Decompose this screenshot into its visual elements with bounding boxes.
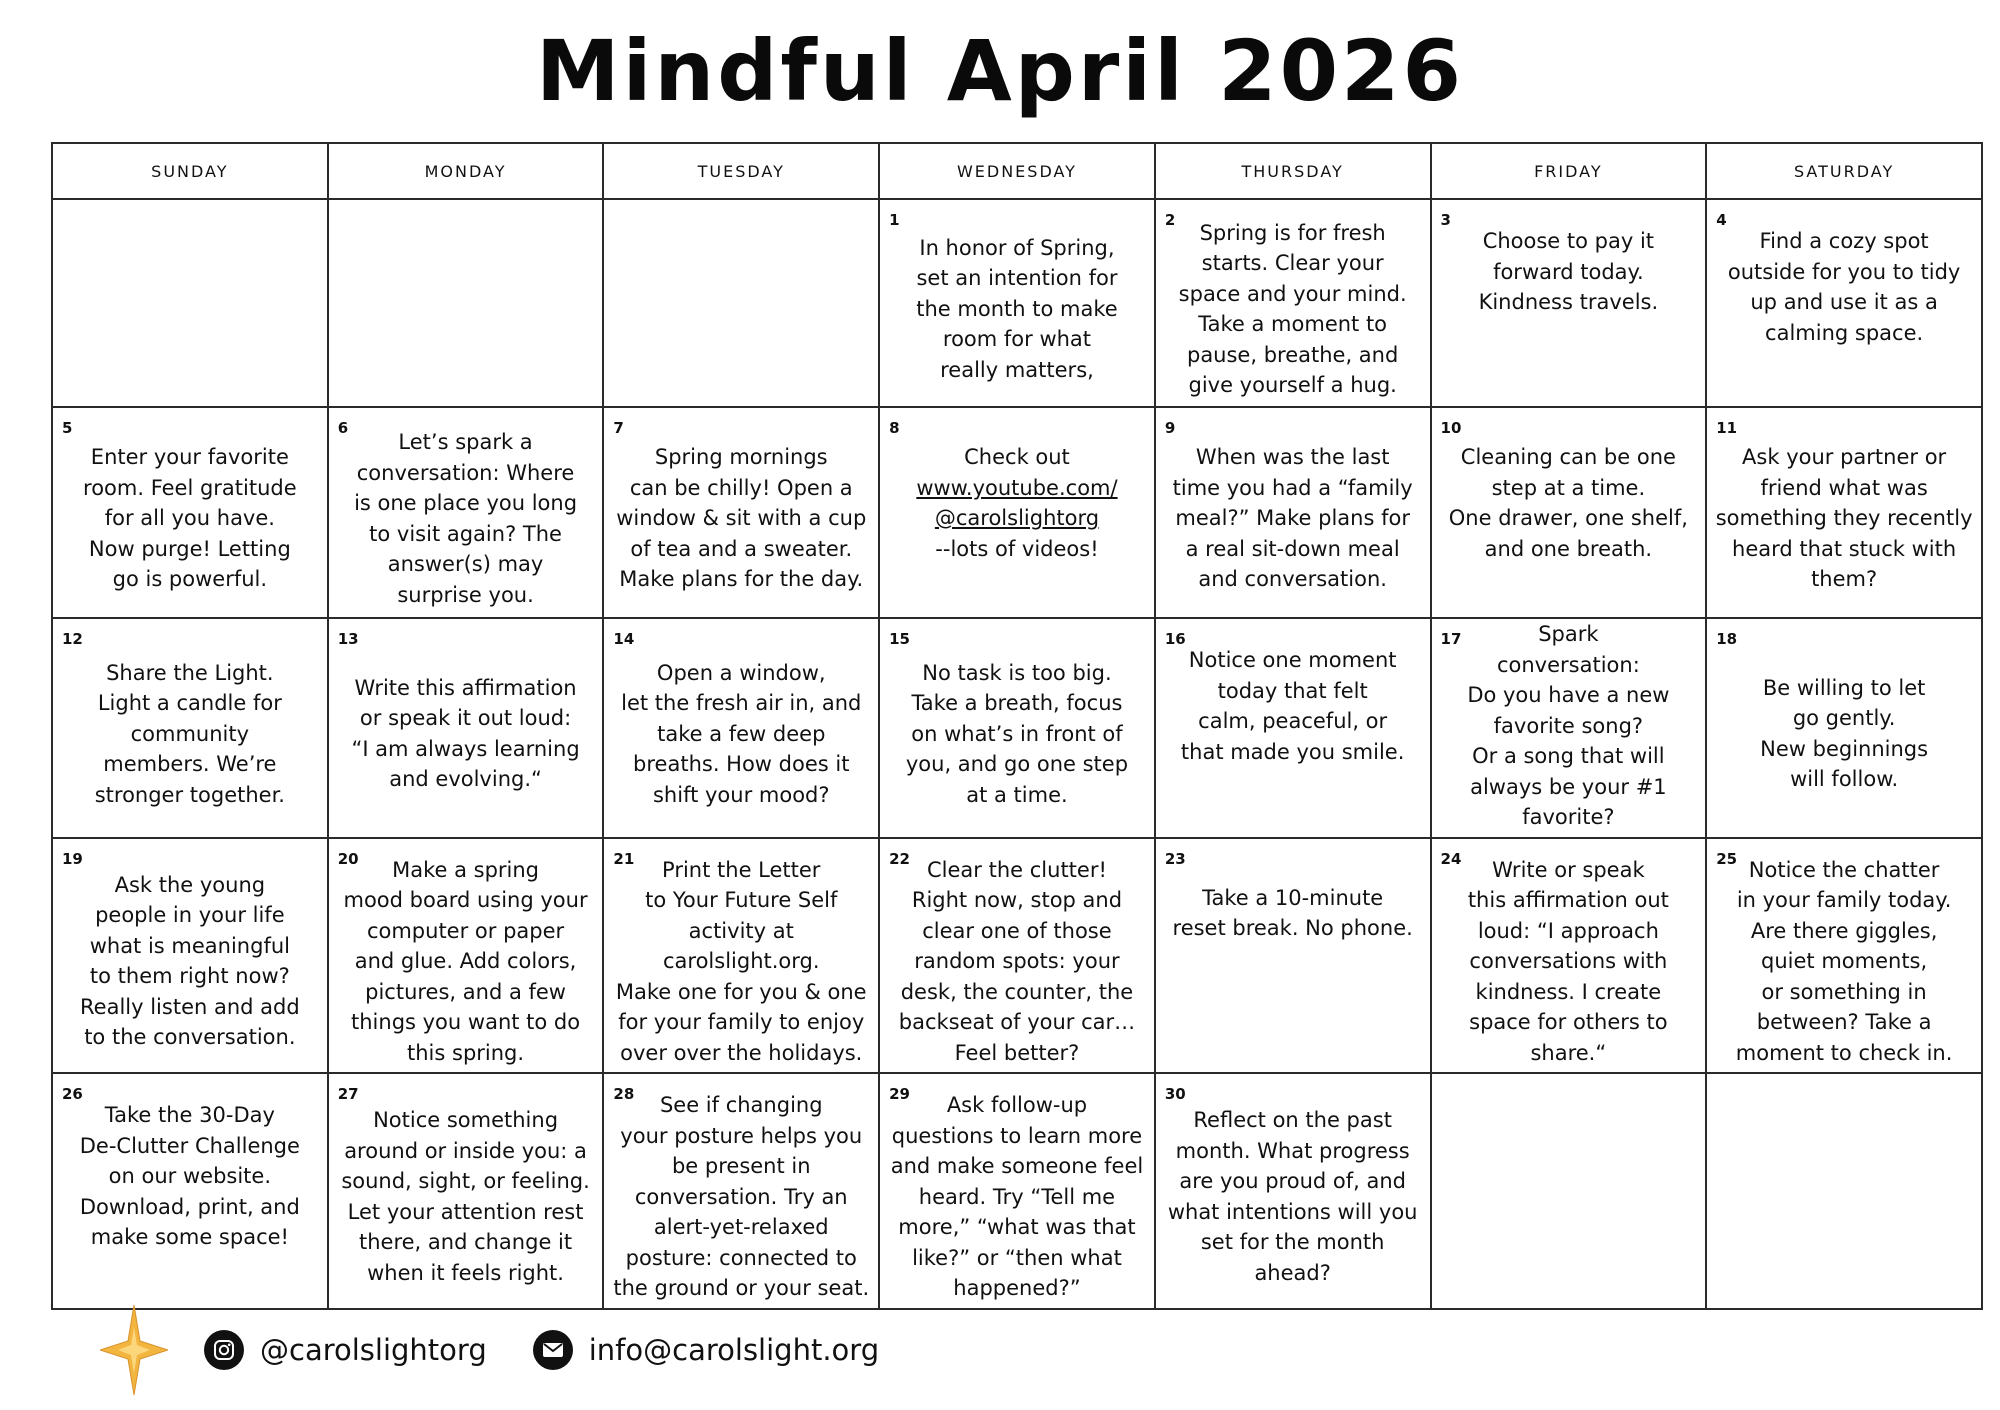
day-number: 3 [1440,211,1451,229]
day-cell [879,407,1155,618]
week-row [52,838,1982,1074]
day-cell [1155,199,1431,407]
week-row [52,1073,1982,1309]
day-number: 28 [613,1085,635,1103]
day-cell [603,407,879,618]
day-text: Notice the chatter in your family today. Are there giggles, quiet moments, or something in between? Take a moment to check in. [1735,857,1953,1065]
day-cell [328,618,604,838]
day-number: 10 [1440,419,1462,437]
day-text: Open a window, let the fresh air in, and take a few deep breaths. How does it shift your mood? [621,660,862,807]
day-number: 23 [1164,849,1186,868]
empty-day-cell [1706,1073,1982,1309]
day-cell [1431,618,1707,838]
day-cell [52,618,328,838]
day-cell [328,1073,604,1309]
day-text: Spring is for fresh starts. Clear your space and your mind. Take a moment to pause, breathe, and give yourself a hug. [1178,220,1407,397]
week-row [52,618,1982,838]
day-cell [52,838,328,1074]
empty-day-cell [328,199,604,407]
day-number: 9 [1164,419,1176,437]
day-text: Cleaning can be one step at a time. One drawer, one shelf, and one breath. [1448,445,1688,561]
day-number: 4 [1716,211,1727,229]
day-text-outro: --lots of videos! [935,536,1099,561]
day-number: 21 [613,849,635,868]
empty-day-cell [52,199,328,407]
day-number: 16 [1164,630,1186,648]
day-cell [1706,618,1982,838]
footer [100,1305,925,1395]
weekday-header: TUESDAY [603,143,879,199]
day-cell [1706,838,1982,1074]
day-number: 8 [889,419,900,437]
day-number: 1 [889,211,900,229]
day-text: Be willing to let go gently. New beginnings will follow. [1760,675,1929,792]
day-cell [603,618,879,838]
day-text: Ask your partner or friend what was something they recently heard that stuck with them? [1715,445,1973,592]
day-number: 6 [337,419,349,437]
day-cell [879,838,1155,1074]
day-text: Spark conversation: Do you have a new favorite song? Or a song that will always be your #1 favorite? [1467,622,1670,829]
weekday-header: MONDAY [328,143,604,199]
day-text: Share the Light. Light a candle for community members. We’re stronger together. [94,660,285,807]
day-text: Enter your favorite room. Feel gratitude for all you have. Now purge! Letting go is powerful. [83,445,297,592]
day-number: 18 [1716,630,1738,648]
day-text: Notice something around or inside you: a sound, sight, or feeling. Let your attention rest there, and change it when it feels right. [341,1108,590,1285]
email-icon [533,1330,573,1370]
day-number: 30 [1164,1085,1186,1103]
day-cell [328,407,604,618]
day-number: 27 [337,1085,359,1103]
day-cell [1155,407,1431,618]
empty-day-cell [1431,1073,1707,1309]
youtube-link[interactable]: www.youtube.com/ @carolslightorg [916,475,1118,530]
instagram-icon [204,1330,244,1370]
day-text: Print the Letter to Your Future Self activity at carolslight.org. Make one for you & one for your family to enjoy over over the holidays. [615,857,867,1065]
day-cell [1431,838,1707,1074]
day-text: No task is too big. Take a breath, focus on what’s in front of you, and go one step at a time. [905,660,1129,807]
day-text: Notice one moment today that felt calm, peaceful, or that made you smile. [1180,648,1405,764]
day-number: 2 [1164,211,1176,229]
day-cell [1431,199,1707,407]
week-row [52,199,1982,407]
day-cell [52,407,328,618]
day-number: 20 [337,849,359,868]
day-cell [603,1073,879,1309]
day-text: Ask the young people in your life what is meaningful to them right now? Really listen and add to the conversation. [80,872,300,1050]
day-number: 25 [1716,849,1738,868]
email-address[interactable]: info@carolslight.org [588,1333,880,1367]
day-number: 15 [889,630,910,648]
day-text: Find a cozy spot outside for you to tidy up and use it as a calming space. [1727,229,1961,345]
day-number: 14 [613,630,635,648]
day-cell [1706,199,1982,407]
day-text: Reflect on the past month. What progress are you proud of, and what intentions will you set for the month ahead? [1167,1108,1418,1285]
weekday-header: FRIDAY [1431,143,1707,199]
day-number: 7 [613,419,624,437]
weekday-header-row [52,143,1982,199]
day-number: 22 [889,849,910,868]
day-text: Ask follow-up questions to learn more and make someone feel heard. Try “Tell me more,” “what was that like?” or “then what happened?” [890,1093,1144,1300]
day-cell [1155,1073,1431,1309]
day-cell [52,1073,328,1309]
day-text: Take a 10-minute reset break. No phone. [1172,885,1413,940]
day-number: 26 [62,1085,83,1103]
day-cell [879,199,1155,407]
day-number: 11 [1716,419,1738,437]
day-text: Take the 30-Day De-Clutter Challenge on our website. Download, print, and make some space! [79,1103,300,1249]
page-title: Mindful April 2026 [536,22,1464,120]
weekday-header: SATURDAY [1706,143,1982,199]
day-text: Make a spring mood board using your computer or paper and glue. Add colors, pictures, and a few things you want to do this spring. [343,857,588,1065]
day-text: In honor of Spring, set an intention for the month to make room for what really matters, [916,235,1118,382]
day-cell [1155,618,1431,838]
star-logo-icon [100,1305,168,1395]
week-row [52,407,1982,618]
day-number: 17 [1440,630,1462,648]
day-number: 5 [62,419,73,437]
day-text: See if changing your posture helps you be present in conversation. Try an alert-yet-relaxed posture: connected to the ground or your seat. [613,1093,870,1300]
day-number: 12 [62,630,83,648]
day-text: Clear the clutter! Right now, stop and clear one of those random spots: your desk, the counter, the backseat of your car… Feel better? [898,857,1136,1065]
day-text: Spring mornings can be chilly! Open a window & sit with a cup of tea and a sweater. Make plans for the day. [616,445,867,592]
weekday-header: WEDNESDAY [879,143,1155,199]
empty-day-cell [603,199,879,407]
day-cell [1155,838,1431,1074]
day-cell [1431,407,1707,618]
instagram-handle[interactable]: @carolslightorg [260,1333,487,1367]
day-text: Let’s spark a conversation: Where is one place you long to visit again? The answer(s) may surprise you. [354,430,578,607]
day-text: When was the last time you had a “family meal?” Make plans for a real sit-down meal and conversation. [1172,445,1413,592]
day-text: Write this affirmation or speak it out loud: “I am always learning and evolving.“ [351,675,580,792]
weekday-header: SUNDAY [52,143,328,199]
day-number: 13 [337,630,359,648]
day-number: 24 [1440,849,1462,868]
day-cell [879,1073,1155,1309]
calendar-grid [51,142,1983,1310]
weekday-header: THURSDAY [1155,143,1431,199]
day-number: 19 [62,849,83,868]
day-text [880,408,1154,568]
day-number: 29 [889,1085,910,1103]
day-text-intro: Check out [964,445,1070,469]
day-cell [603,838,879,1074]
day-text: Write or speak this affirmation out loud: “I approach conversations with kindness. I create space for others to share.“ [1467,857,1669,1065]
day-cell [328,838,604,1074]
day-cell [879,618,1155,838]
day-text: Choose to pay it forward today. Kindness travels. [1478,229,1659,314]
day-cell [1706,407,1982,618]
